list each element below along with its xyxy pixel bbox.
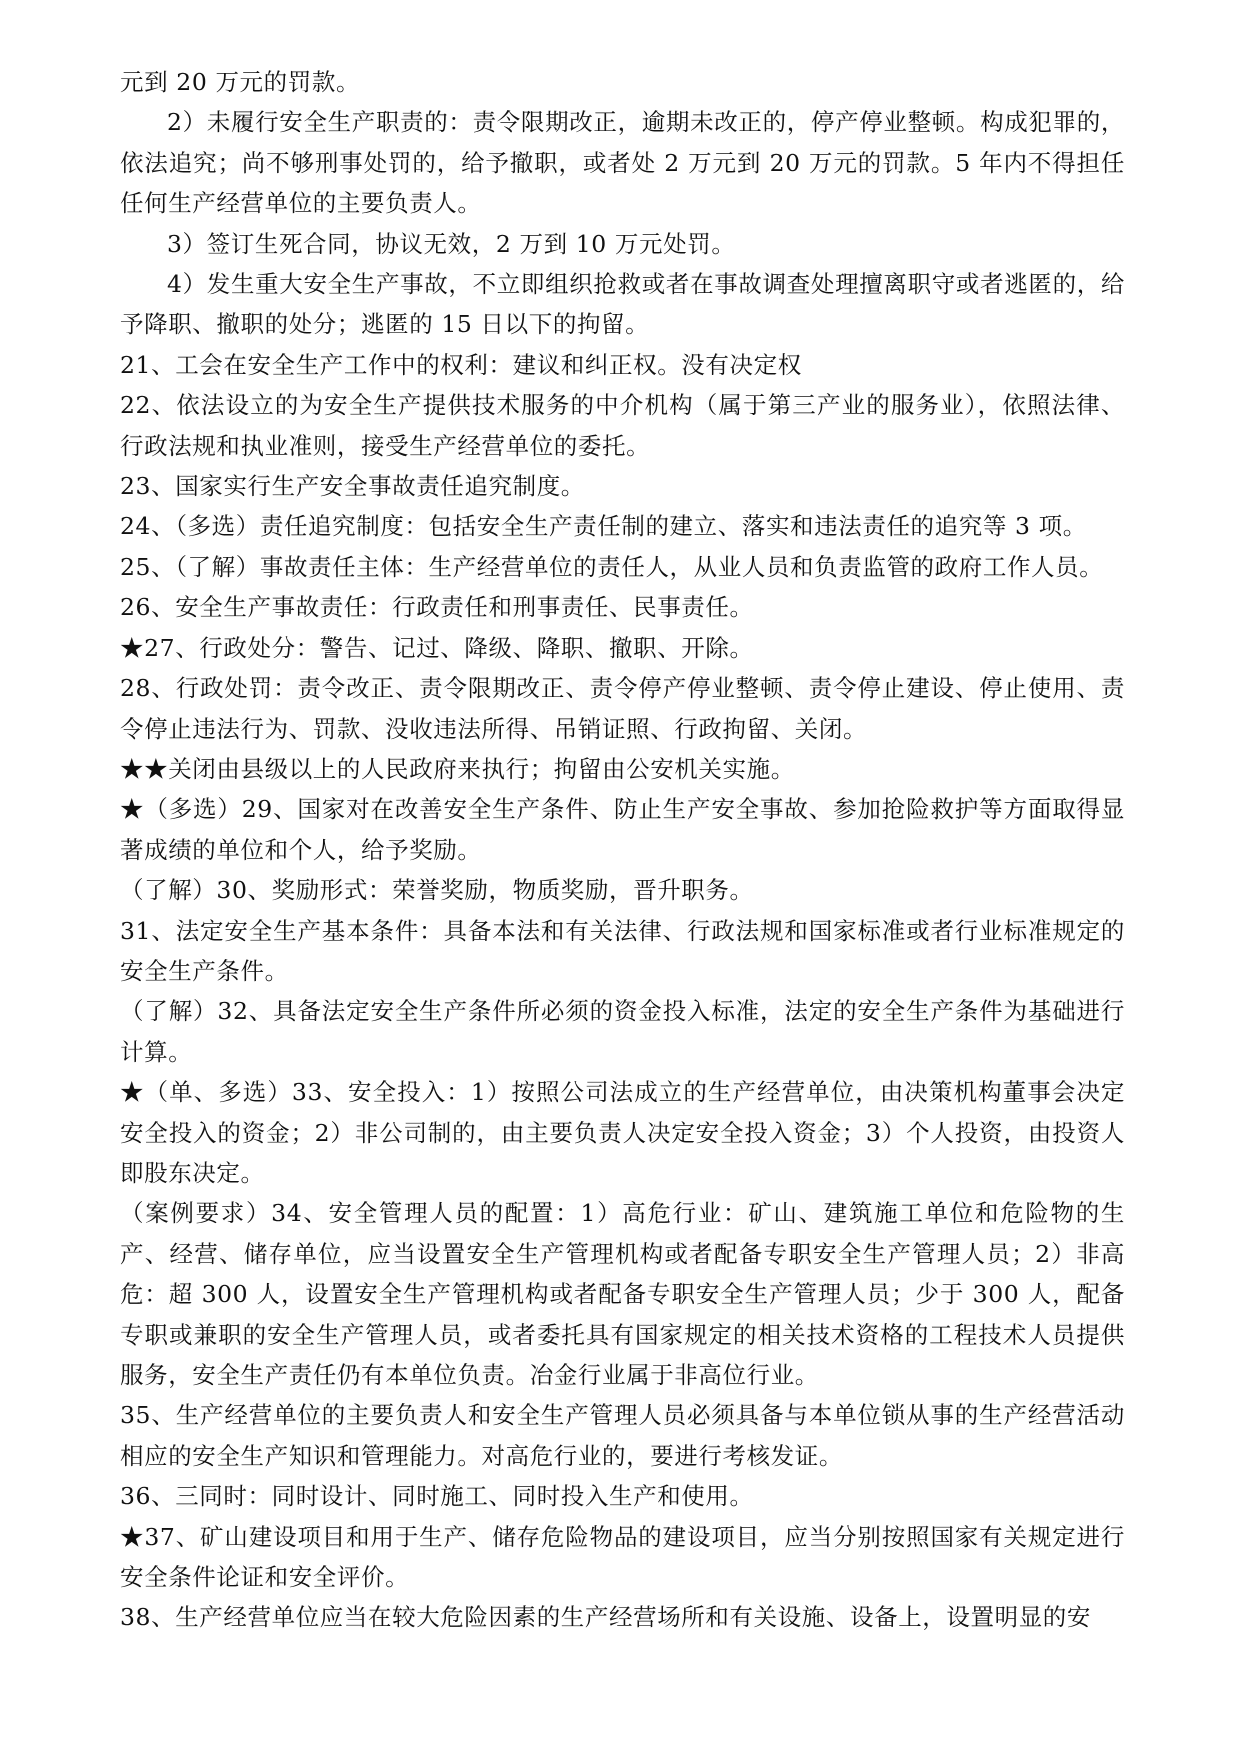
paragraph-note-closure: ★★关闭由县级以上的人民政府来执行；拘留由公安机关实施。 <box>120 754 795 783</box>
paragraph-item-24: 24、（多选）责任追究制度：包括安全生产责任制的建立、落实和违法责任的追究等 3 项。 <box>120 512 1087 541</box>
paragraph-item-30: （了解）30、奖励形式：荣誉奖励，物质奖励，晋升职务。 <box>120 876 754 905</box>
paragraph-item-34: （案例要求）34、安全管理人员的配置：1）高危行业：矿山、建筑施工单位和危险物的生产、经营、储存单位，应当设置安全生产管理机构或者配备专职安全生产管理人员；2）非高危：超 300 人，设置安全生产管理机构或者配备专职安全生产管理人员；少于 300 人，配备专职或兼职的安全生产管理人员，或者委托具有国家规定的相关技术资格的工程技术人员提供服务，安全生产责任仍有本单位负责。冶金行业属于非高位行业。 <box>120 1199 1125 1389</box>
paragraph-item-28: 28、行政处罚：责令改正、责令限期改正、责令停产停业整顿、责令停止建设、停止使用、责令停止违法行为、罚款、没收违法所得、吊销证照、行政拘留、关闭。 <box>120 674 1125 743</box>
paragraph-item-31: 31、法定安全生产基本条件：具备本法和有关法律、行政法规和国家标准或者行业标准规定的安全生产条件。 <box>120 916 1125 985</box>
paragraph-continuation-fine: 元到 20 万元的罚款。 <box>120 68 361 96</box>
paragraph-item-32: （了解）32、具备法定安全生产条件所必须的资金投入标准，法定的安全生产条件为基础进行计算。 <box>120 997 1125 1066</box>
paragraph-item-38: 38、生产经营单位应当在较大危险因素的生产经营场所和有关设施、设备上，设置明显的安 <box>120 1603 1092 1632</box>
paragraph-item-23: 23、国家实行生产安全事故责任追究制度。 <box>120 472 585 501</box>
paragraph-penalty-3: 3）签订生死合同，协议无效，2 万到 10 万元处罚。 <box>167 229 736 258</box>
paragraph-item-22: 22、依法设立的为安全生产提供技术服务的中介机构（属于第三产业的服务业），依照法律、行政法规和执业准则，接受生产经营单位的委托。 <box>120 391 1125 460</box>
paragraph-item-27: ★27、行政处分：警告、记过、降级、降职、撤职、开除。 <box>120 633 754 662</box>
paragraph-item-35: 35、生产经营单位的主要负责人和安全生产管理人员必须具备与本单位锁从事的生产经营活动相应的安全生产知识和管理能力。对高危行业的，要进行考核发证。 <box>120 1401 1125 1470</box>
paragraph-penalty-2: 2）未履行安全生产职责的：责令限期改正，逾期未改正的，停产停业整顿。构成犯罪的，依法追究；尚不够刑事处罚的，给予撤职，或者处 2 万元到 20 万元的罚款。5 年内不得担任任何生产经营单位的主要负责人。 <box>120 108 1125 218</box>
paragraph-item-21: 21、工会在安全生产工作中的权利：建议和纠正权。没有决定权 <box>120 350 802 379</box>
paragraph-item-29: ★（多选）29、国家对在改善安全生产条件、防止生产安全事故、参加抢险救护等方面取得显著成绩的单位和个人，给予奖励。 <box>120 795 1125 864</box>
paragraph-item-33: ★（单、多选）33、安全投入：1）按照公司法成立的生产经营单位，由决策机构董事会决定安全投入的资金；2）非公司制的，由主要负责人决定安全投入资金；3）个人投资，由投资人即股东决定。 <box>120 1078 1125 1187</box>
paragraph-penalty-4: 4）发生重大安全生产事故，不立即组织抢救或者在事故调查处理擅离职守或者逃匿的，给予降职、撤职的处分；逃匿的 15 日以下的拘留。 <box>120 270 1125 339</box>
paragraph-item-37: ★37、矿山建设项目和用于生产、储存危险物品的建设项目，应当分别按照国家有关规定进行安全条件论证和安全评价。 <box>120 1522 1125 1592</box>
paragraph-item-25: 25、（了解）事故责任主体：生产经营单位的责任人，从业人员和负责监管的政府工作人员。 <box>120 552 1104 581</box>
paragraph-item-36: 36、三同时：同时设计、同时施工、同时投入生产和使用。 <box>120 1482 754 1511</box>
paragraph-item-26: 26、安全生产事故责任：行政责任和刑事责任、民事责任。 <box>120 593 754 622</box>
document-page <box>120 62 1125 1638</box>
